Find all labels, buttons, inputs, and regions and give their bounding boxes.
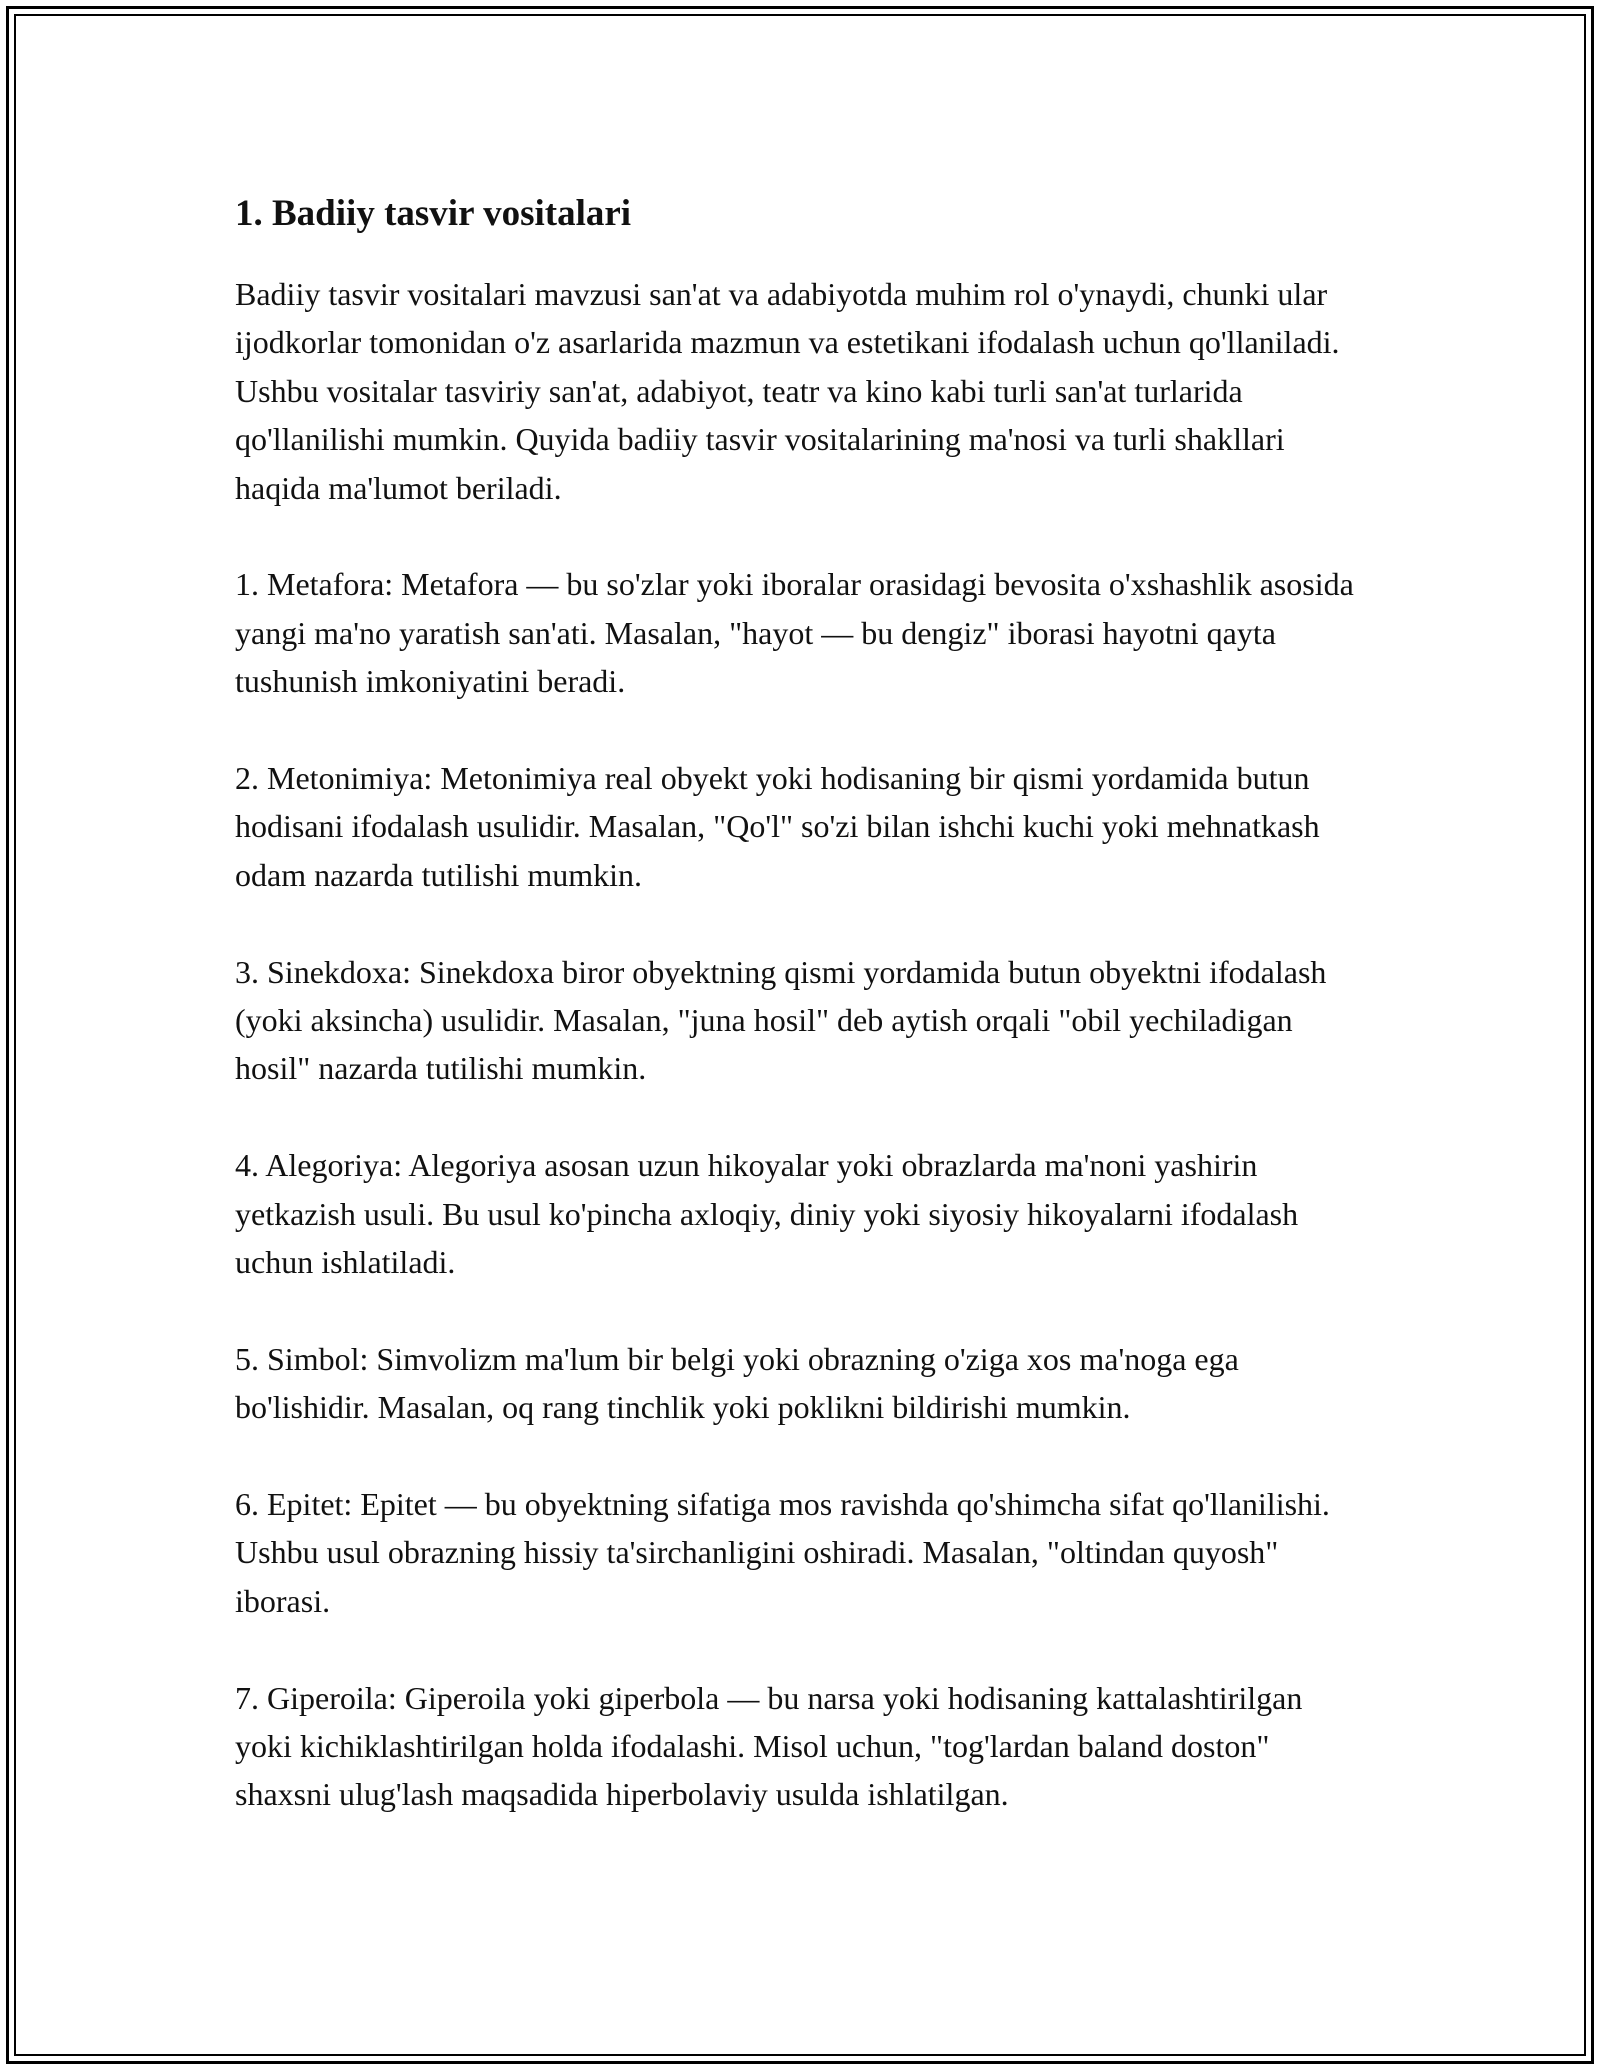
document-body [235,188,1365,1867]
section-title: 1. Badiiy tasvir vositalari [235,193,632,234]
paragraph-sinekdoxa: 3. Sinekdoxa: Sinekdoxa biror obyektning qismi yordamida butun obyektni ifodalash (yoki aksincha) usulidir. Masalan, "juna hosil" deb aytish orqali "obil yechiladigan hosil" nazarda tutilishi mumkin. [235,953,1327,1087]
paragraph-alegoriya: 4. Alegoriya: Alegoriya asosan uzun hikoyalar yoki obrazlarda ma'noni yashirin yetkazish usuli. Bu usul ko'pincha axloqiy, diniy yoki siyosiy hikoyalarni ifodalash uchun ishlatiladi. [235,1147,1299,1281]
paragraph-metafora: 1. Metafora: Metafora — bu so'zlar yoki iboralar orasidagi bevosita o'xshashlik asosida yangi ma'no yaratish san'ati. Masalan, "hayot — bu dengiz" iborasi hayotni qayta tushunish imkoniyatini beradi. [235,566,1354,700]
paragraph-simbol: 5. Simbol: Simvolizm ma'lum bir belgi yoki obrazning o'ziga xos ma'noga ega bo'lishidir. Masalan, oq rang tinchlik yoki poklikni bildirishi mumkin. [235,1340,1239,1426]
paragraph-epitet: 6. Epitet: Epitet — bu obyektning sifatiga mos ravishda qo'shimcha sifat qo'llanilishi. Ushbu usul obrazning hissiy ta'sirchanligini oshiradi. Masalan, "oltindan quyosh" iborasi. [235,1486,1330,1619]
paragraph-giperoila: 7. Giperoila: Giperoila yoki giperbola — bu narsa yoki hodisaning kattalashtirilgan yoki kichiklashtirilgan holda ifodalashi. Misol uchun, "tog'lardan baland doston" shaxsni ulug'lash maqsadida hiperbolaviy usulda ishlatilgan. [235,1679,1303,1813]
intro-paragraph: Badiiy tasvir vositalari mavzusi san'at va adabiyotda muhim rol o'ynaydi, chunki ular ijodkorlar tomonidan o'z asarlarida mazmun va estetikani ifodalash uchun qo'llaniladi. Ushbu vositalar tasviriy san'at, adabiyot, teatr va kino kabi turli san'at turlarida qo'llanilishi mumkin. Quyida badiiy tasvir vositalarining ma'nosi va turli shakllari haqida ma'lumot beriladi. [235,276,1340,506]
paragraph-metonimiya: 2. Metonimiya: Metonimiya real obyekt yoki hodisaning bir qismi yordamida butun hodisani ifodalash usulidir. Masalan, "Qo'l" so'zi bilan ishchi kuchi yoki mehnatkash odam nazarda tutilishi mumkin. [235,760,1320,893]
